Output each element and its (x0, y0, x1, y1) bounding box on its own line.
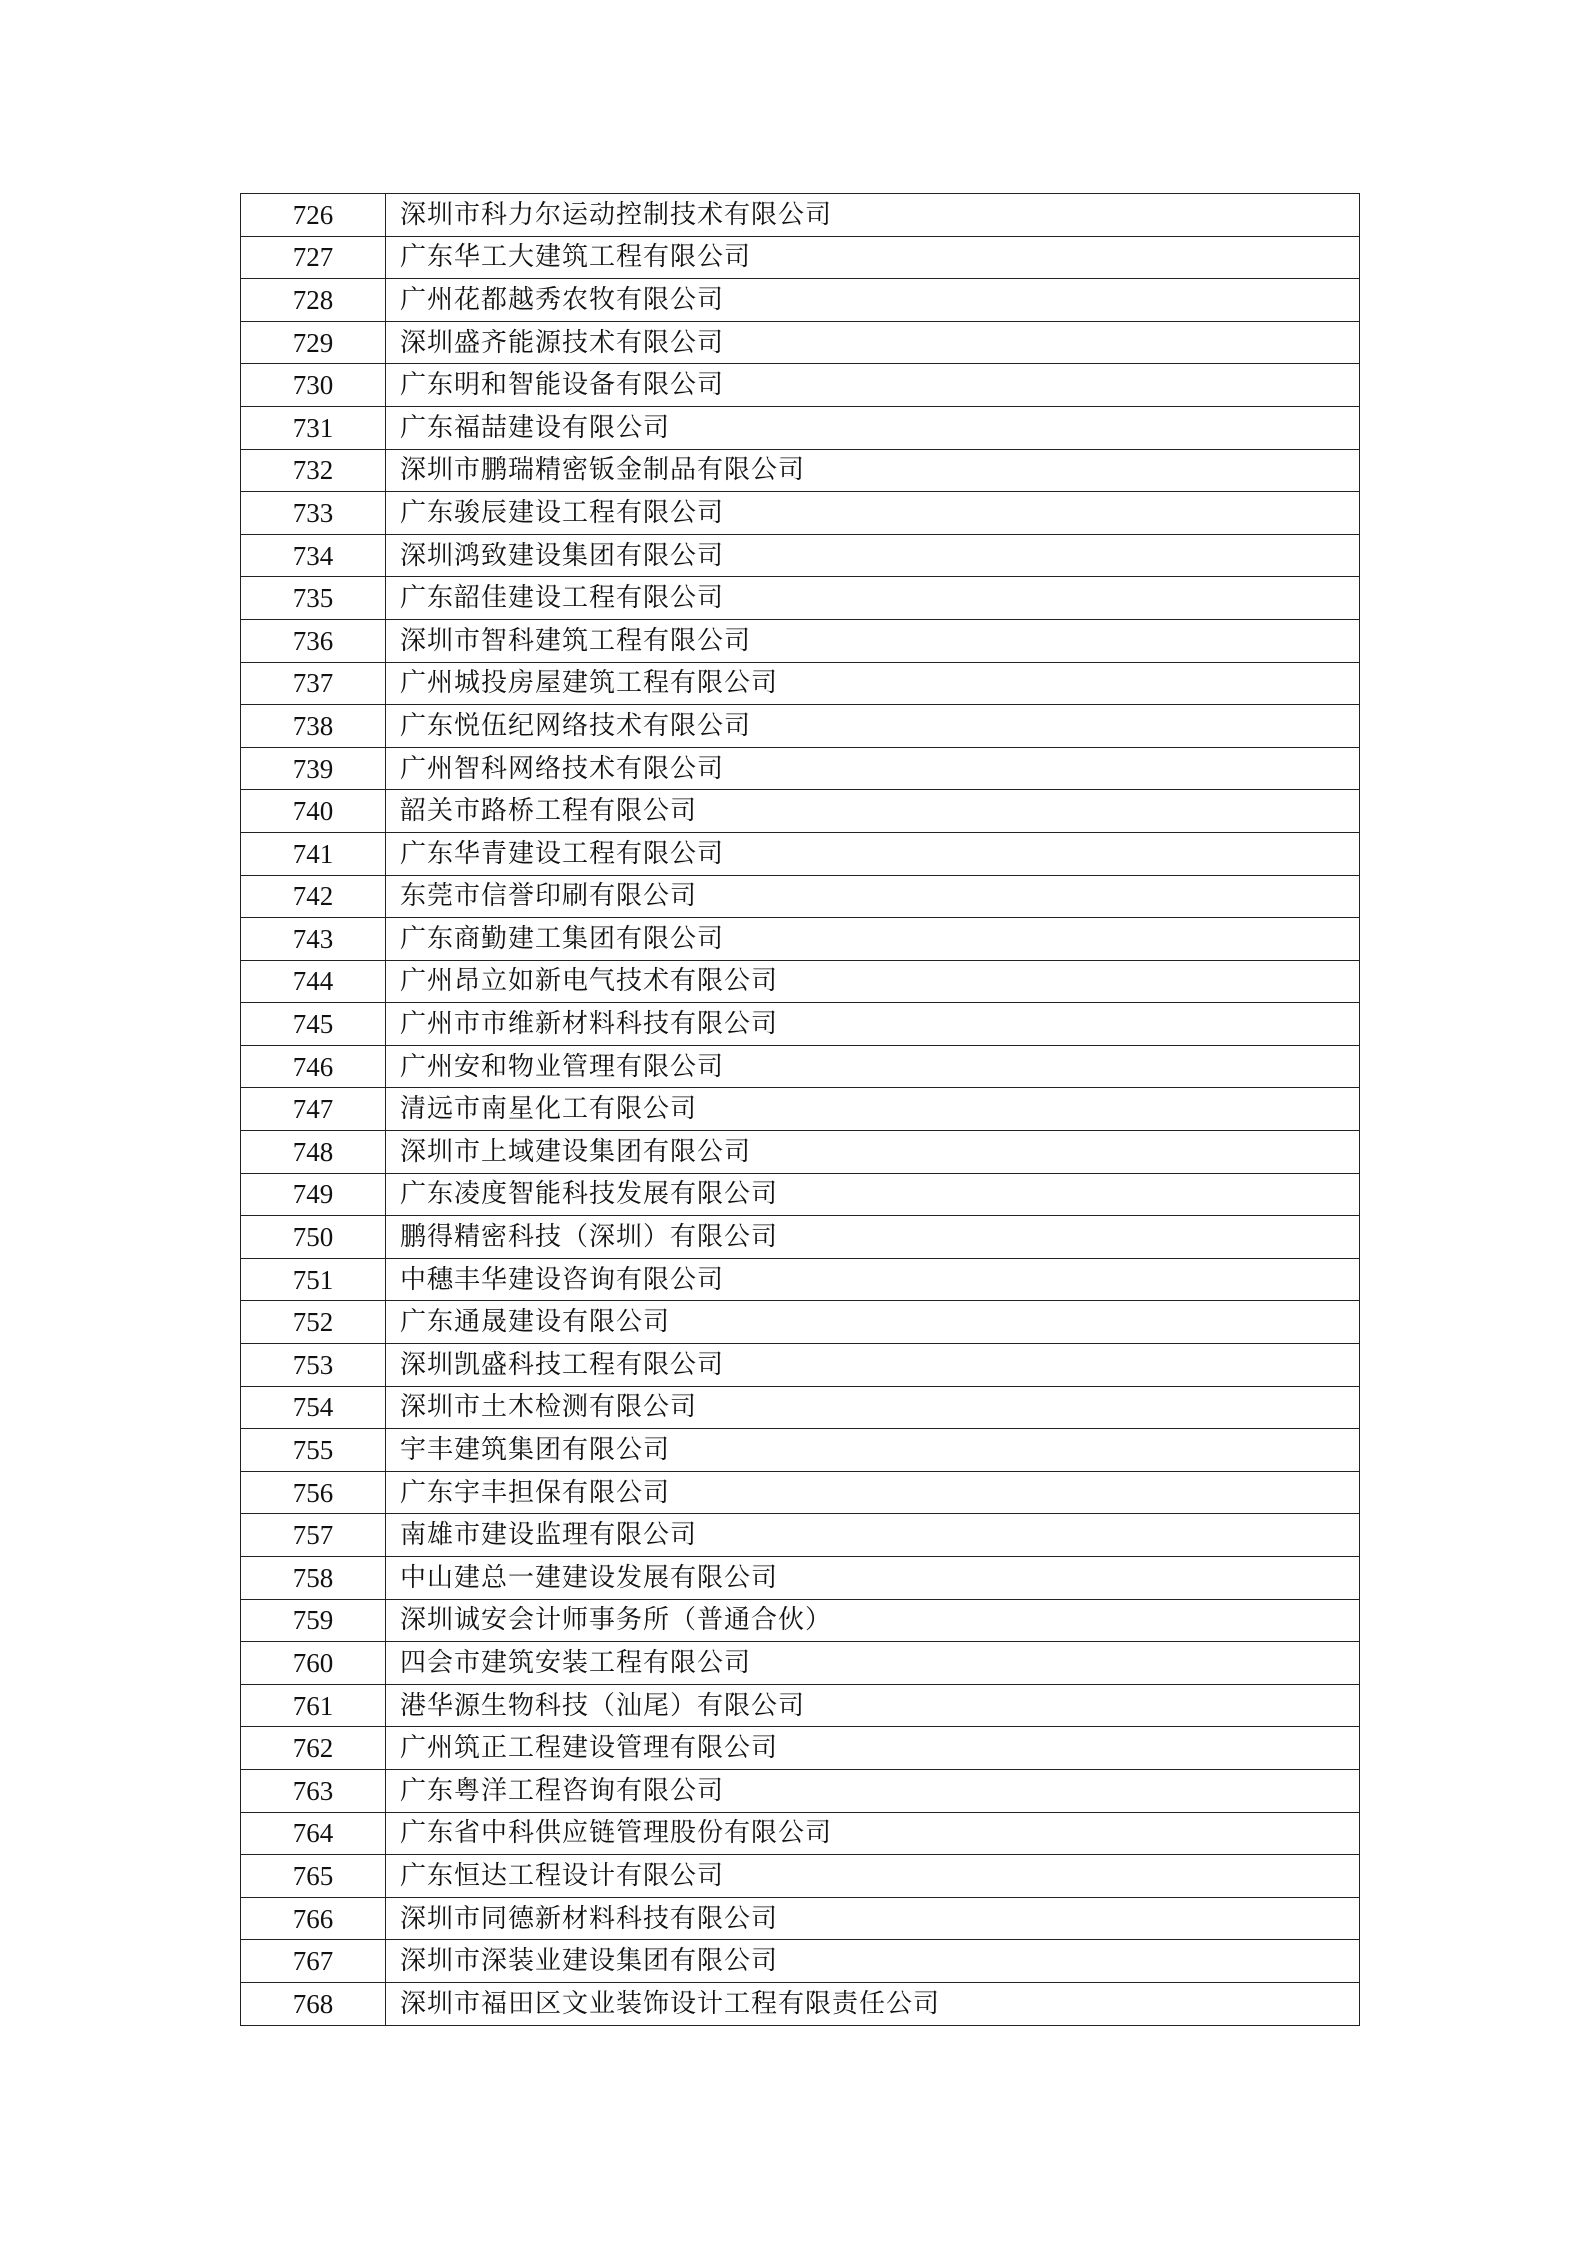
row-number: 752 (241, 1301, 386, 1344)
company-name: 深圳市智科建筑工程有限公司 (386, 619, 1360, 662)
company-name: 广东粤洋工程咨询有限公司 (386, 1769, 1360, 1812)
company-name: 广东福喆建设有限公司 (386, 406, 1360, 449)
row-number: 754 (241, 1386, 386, 1429)
company-name: 深圳市同德新材料科技有限公司 (386, 1897, 1360, 1940)
table-row (241, 1088, 1360, 1131)
company-name: 广州智科网络技术有限公司 (386, 747, 1360, 790)
company-name: 深圳盛齐能源技术有限公司 (386, 321, 1360, 364)
company-name: 东莞市信誉印刷有限公司 (386, 875, 1360, 918)
company-name: 深圳市鹏瑞精密钣金制品有限公司 (386, 449, 1360, 492)
row-number: 728 (241, 279, 386, 322)
company-name: 深圳凯盛科技工程有限公司 (386, 1344, 1360, 1387)
table-row (241, 790, 1360, 833)
company-name: 深圳市科力尔运动控制技术有限公司 (386, 194, 1360, 237)
company-name: 广东明和智能设备有限公司 (386, 364, 1360, 407)
row-number: 726 (241, 194, 386, 237)
row-number: 736 (241, 619, 386, 662)
company-name: 四会市建筑安装工程有限公司 (386, 1642, 1360, 1685)
company-name: 广东商勤建工集团有限公司 (386, 918, 1360, 961)
table-row (241, 747, 1360, 790)
table-row (241, 662, 1360, 705)
row-number: 737 (241, 662, 386, 705)
company-name: 广东恒达工程设计有限公司 (386, 1855, 1360, 1898)
row-number: 730 (241, 364, 386, 407)
row-number: 740 (241, 790, 386, 833)
table-row (241, 1557, 1360, 1600)
table-row (241, 321, 1360, 364)
row-number: 742 (241, 875, 386, 918)
row-number: 745 (241, 1003, 386, 1046)
table-row (241, 449, 1360, 492)
table-row (241, 534, 1360, 577)
table-row (241, 1897, 1360, 1940)
table-row (241, 1216, 1360, 1259)
company-name: 广东凌度智能科技发展有限公司 (386, 1173, 1360, 1216)
row-number: 735 (241, 577, 386, 620)
row-number: 729 (241, 321, 386, 364)
company-name: 深圳市上域建设集团有限公司 (386, 1131, 1360, 1174)
row-number: 751 (241, 1258, 386, 1301)
table-row (241, 1812, 1360, 1855)
company-name: 广东韶佳建设工程有限公司 (386, 577, 1360, 620)
company-name: 广东骏辰建设工程有限公司 (386, 492, 1360, 535)
row-number: 744 (241, 960, 386, 1003)
row-number: 761 (241, 1684, 386, 1727)
row-number: 756 (241, 1471, 386, 1514)
company-name: 清远市南星化工有限公司 (386, 1088, 1360, 1131)
row-number: 767 (241, 1940, 386, 1983)
table-row (241, 1855, 1360, 1898)
company-name: 广州市市维新材料科技有限公司 (386, 1003, 1360, 1046)
row-number: 762 (241, 1727, 386, 1770)
table-row (241, 875, 1360, 918)
table-row (241, 1471, 1360, 1514)
table-row (241, 1599, 1360, 1642)
company-name: 广东通晟建设有限公司 (386, 1301, 1360, 1344)
company-name: 广东华青建设工程有限公司 (386, 832, 1360, 875)
table-row (241, 1301, 1360, 1344)
table-row (241, 832, 1360, 875)
company-name: 深圳市土木检测有限公司 (386, 1386, 1360, 1429)
row-number: 732 (241, 449, 386, 492)
row-number: 749 (241, 1173, 386, 1216)
company-name: 广州昂立如新电气技术有限公司 (386, 960, 1360, 1003)
company-name: 广东省中科供应链管理股份有限公司 (386, 1812, 1360, 1855)
company-name: 深圳鸿致建设集团有限公司 (386, 534, 1360, 577)
table-row (241, 1386, 1360, 1429)
row-number: 750 (241, 1216, 386, 1259)
table-row (241, 1684, 1360, 1727)
table-row (241, 492, 1360, 535)
table-row (241, 194, 1360, 237)
row-number: 765 (241, 1855, 386, 1898)
company-name: 韶关市路桥工程有限公司 (386, 790, 1360, 833)
table-row (241, 960, 1360, 1003)
company-name: 港华源生物科技（汕尾）有限公司 (386, 1684, 1360, 1727)
row-number: 758 (241, 1557, 386, 1600)
row-number: 760 (241, 1642, 386, 1685)
table-row (241, 1258, 1360, 1301)
company-name: 中山建总一建建设发展有限公司 (386, 1557, 1360, 1600)
company-name: 广州花都越秀农牧有限公司 (386, 279, 1360, 322)
row-number: 746 (241, 1045, 386, 1088)
company-name: 鹏得精密科技（深圳）有限公司 (386, 1216, 1360, 1259)
row-number: 755 (241, 1429, 386, 1472)
table-row (241, 1982, 1360, 2025)
row-number: 727 (241, 236, 386, 279)
company-name: 深圳市福田区文业装饰设计工程有限责任公司 (386, 1982, 1360, 2025)
table-row (241, 1727, 1360, 1770)
company-name: 广东悦伍纪网络技术有限公司 (386, 705, 1360, 748)
table-row (241, 279, 1360, 322)
row-number: 738 (241, 705, 386, 748)
company-name: 宇丰建筑集团有限公司 (386, 1429, 1360, 1472)
row-number: 768 (241, 1982, 386, 2025)
table-row (241, 918, 1360, 961)
table-row (241, 1769, 1360, 1812)
row-number: 731 (241, 406, 386, 449)
row-number: 734 (241, 534, 386, 577)
company-name: 广东华工大建筑工程有限公司 (386, 236, 1360, 279)
row-number: 757 (241, 1514, 386, 1557)
company-name: 南雄市建设监理有限公司 (386, 1514, 1360, 1557)
table-row (241, 577, 1360, 620)
company-name: 广州城投房屋建筑工程有限公司 (386, 662, 1360, 705)
row-number: 748 (241, 1131, 386, 1174)
company-name: 广州筑正工程建设管理有限公司 (386, 1727, 1360, 1770)
table-row (241, 1131, 1360, 1174)
table-row (241, 1045, 1360, 1088)
table-row (241, 364, 1360, 407)
table-row (241, 1429, 1360, 1472)
row-number: 759 (241, 1599, 386, 1642)
company-name: 深圳市深装业建设集团有限公司 (386, 1940, 1360, 1983)
row-number: 743 (241, 918, 386, 961)
table-row (241, 1940, 1360, 1983)
table-row (241, 236, 1360, 279)
row-number: 733 (241, 492, 386, 535)
row-number: 747 (241, 1088, 386, 1131)
row-number: 739 (241, 747, 386, 790)
company-name: 中穗丰华建设咨询有限公司 (386, 1258, 1360, 1301)
row-number: 741 (241, 832, 386, 875)
table-row (241, 1344, 1360, 1387)
table-row (241, 1514, 1360, 1557)
table-body (241, 194, 1360, 2026)
table-row (241, 1642, 1360, 1685)
table-row (241, 1003, 1360, 1046)
table-row (241, 705, 1360, 748)
company-name: 广东宇丰担保有限公司 (386, 1471, 1360, 1514)
row-number: 764 (241, 1812, 386, 1855)
row-number: 763 (241, 1769, 386, 1812)
company-name: 广州安和物业管理有限公司 (386, 1045, 1360, 1088)
row-number: 753 (241, 1344, 386, 1387)
table-row (241, 406, 1360, 449)
company-name: 深圳诚安会计师事务所（普通合伙） (386, 1599, 1360, 1642)
company-list-table (240, 193, 1360, 2026)
row-number: 766 (241, 1897, 386, 1940)
table-row (241, 619, 1360, 662)
table-row (241, 1173, 1360, 1216)
